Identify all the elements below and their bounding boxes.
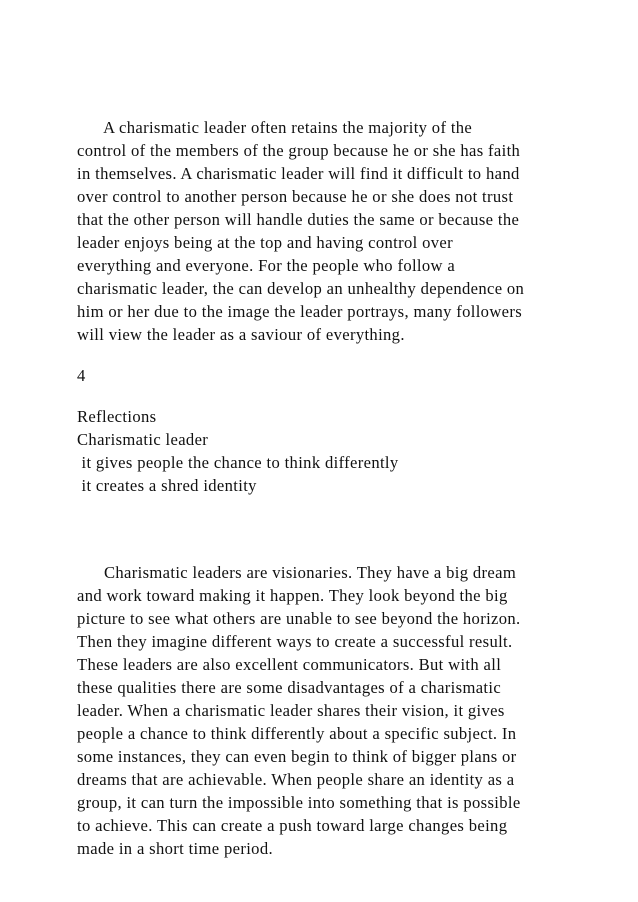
paragraph-2-line: some instances, they can even begin to think of bigger plans or	[77, 747, 517, 766]
paragraph-1-line: control of the members of the group because he or she has faith	[77, 141, 521, 160]
paragraph-2-line: people a chance to think differently about a specific subject. In	[77, 724, 517, 743]
bullet-line: it creates a shred identity	[77, 476, 257, 495]
paragraph-2-line: and work toward making it happen. They look beyond the big	[77, 586, 508, 605]
page-number: 4	[77, 366, 86, 385]
bullet-line: it gives people the chance to think differently	[77, 453, 399, 472]
paragraph-2-line: dreams that are achievable. When people share an identity as a	[77, 770, 515, 789]
paragraph-1-line: A charismatic leader often retains the majority of the	[77, 118, 473, 137]
paragraph-1-line: leader enjoys being at the top and having control over	[77, 233, 454, 252]
paragraph-1-line: charismatic leader, the can develop an unhealthy dependence on	[77, 279, 525, 298]
paragraph-1-line: will view the leader as a saviour of everything.	[77, 325, 405, 344]
paragraph-1-line: in themselves. A charismatic leader will find it difficult to hand	[77, 164, 520, 183]
paragraph-2-line: These leaders are also excellent communicators. But with all	[77, 655, 502, 674]
paragraph-1-line: everything and everyone. For the people who follow a	[77, 256, 456, 275]
paragraph-2-line: leader. When a charismatic leader shares their vision, it gives	[77, 701, 505, 720]
paragraph-2-line: to achieve. This can create a push toward large changes being	[77, 816, 508, 835]
paragraph-2-line: group, it can turn the impossible into something that is possible	[77, 793, 521, 812]
subheading: Charismatic leader	[77, 430, 209, 449]
paragraph-2-line: Then they imagine different ways to create a successful result.	[77, 632, 513, 651]
paragraph-2-line: Charismatic leaders are visionaries. They have a big dream	[77, 563, 517, 582]
paragraph-1-line: that the other person will handle duties the same or because the	[77, 210, 520, 229]
paragraph-2-line: made in a short time period.	[77, 839, 273, 858]
paragraph-1-line: him or her due to the image the leader portrays, many followers	[77, 302, 523, 321]
paragraph-2-line: picture to see what others are unable to see beyond the horizon.	[77, 609, 521, 628]
paragraph-1-line: over control to another person because he or she does not trust	[77, 187, 514, 206]
paragraph-2-line: these qualities there are some disadvantages of a charismatic	[77, 678, 502, 697]
section-title: Reflections	[77, 407, 157, 426]
